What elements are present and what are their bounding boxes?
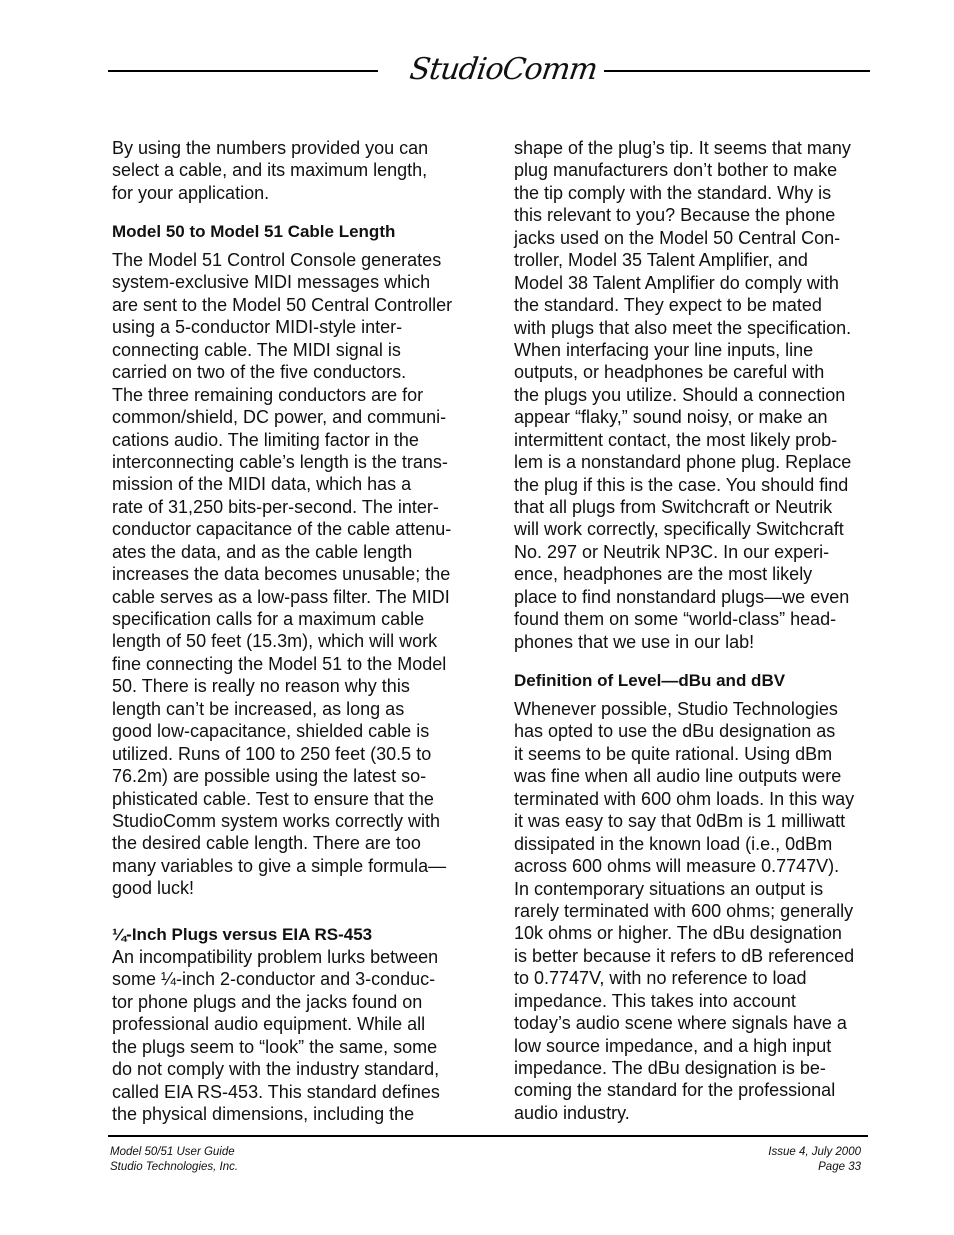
text-line: The Model 51 Control Console generates — [112, 250, 442, 270]
text-line: system-exclusive MIDI messages which — [112, 272, 431, 293]
right-para-2 — [514, 698, 884, 1124]
text-line: the plugs you utilize. Should a connection — [514, 384, 846, 405]
studiocomm-logo: StudioComm — [407, 52, 600, 87]
text-line: In contemporary situations an output is — [514, 878, 824, 899]
right-para-1 — [514, 137, 884, 653]
text-line: ence, headphones are the most likely — [514, 564, 813, 585]
text-line: impedance. This takes into account — [514, 990, 796, 1011]
text-line: audio industry. — [514, 1102, 630, 1123]
text-line: rate of 31,250 bits-per-second. The inter- — [112, 496, 439, 517]
text-line: the standard. They expect to be mated — [514, 295, 822, 316]
text-line: that all plugs from Switchcraft or Neutrik — [514, 497, 833, 517]
footer-guide-title: Model 50/51 User Guide — [110, 1146, 235, 1158]
text-line: interconnecting cable’s length is the trans- — [112, 451, 448, 472]
text-line: ates the data, and as the cable length — [112, 541, 413, 562]
left-para-1 — [112, 137, 482, 204]
text-line: jacks used on the Model 50 Central Con- — [514, 227, 841, 248]
text-line: the desired cable length. There are too — [112, 833, 421, 854]
text-line: plug manufacturers don’t bother to make — [514, 160, 838, 181]
header-rule-left — [108, 70, 378, 72]
text-line: By using the numbers provided you can — [112, 138, 429, 158]
text-line: good low-capacitance, shielded cable is — [112, 721, 430, 742]
text-line: is better because it refers to dB referenced — [514, 945, 855, 966]
footer-rule — [108, 1135, 868, 1137]
text-line: dissipated in the known load (i.e., 0dBm — [514, 833, 833, 854]
text-line: this relevant to you? Because the phone — [514, 205, 836, 226]
footer-left — [110, 1145, 238, 1175]
text-line: outputs, or headphones be careful with — [514, 362, 825, 383]
text-line: called EIA RS-453. This standard defines — [112, 1081, 440, 1102]
text-line: are sent to the Model 50 Central Controller — [112, 294, 453, 315]
text-line: the plug if this is the case. You should find — [514, 474, 849, 495]
text-line: fine connecting the Model 51 to the Model — [112, 653, 447, 674]
text-line: using a 5-conductor MIDI-style inter- — [112, 317, 403, 338]
text-line: do not comply with the industry standard, — [112, 1059, 440, 1080]
text-line: impedance. The dBu designation is be- — [514, 1058, 826, 1078]
footer-right — [768, 1145, 861, 1175]
heading-cable-length: Model 50 to Model 51 Cable Length — [112, 222, 396, 241]
text-line: cations audio. The limiting factor in the — [112, 429, 419, 450]
text-line: coming the standard for the professional — [514, 1080, 836, 1101]
text-line: the plugs seem to “look” the same, some — [112, 1036, 438, 1057]
text-line: 76.2m) are possible using the latest so- — [112, 766, 427, 787]
text-line: the tip comply with the standard. Why is — [514, 182, 832, 203]
text-line: cable serves as a low-pass filter. The MIDI — [112, 586, 450, 607]
text-line: 10k ohms or higher. The dBu designation — [514, 923, 842, 944]
text-line: the physical dimensions, including the — [112, 1104, 415, 1125]
text-line: intermittent contact, the most likely prob- — [514, 429, 838, 450]
text-line: No. 297 or Neutrik NP3C. In our experi- — [514, 541, 830, 562]
text-line: across 600 ohms will measure 0.7747V). — [514, 856, 840, 877]
heading-quarter-inch-plugs: ¼-Inch Plugs versus EIA RS-453 — [112, 925, 373, 944]
text-line: it was easy to say that 0dBm is 1 milliwatt — [514, 811, 846, 832]
text-line: to 0.7747V, with no reference to load — [514, 968, 807, 989]
text-line: will work correctly, specifically Switchcraft — [514, 519, 844, 540]
text-line: found them on some “world-class” head- — [514, 609, 837, 630]
text-line: carried on two of the five conductors. — [112, 362, 407, 383]
text-line: shape of the plug’s tip. It seems that many — [514, 138, 851, 158]
text-line: select a cable, and its maximum length, — [112, 160, 428, 181]
text-line: place to find nonstandard plugs—we even — [514, 586, 850, 607]
text-line: low source impedance, and a high input — [514, 1035, 832, 1056]
text-line: Model 38 Talent Amplifier do comply with — [514, 272, 839, 293]
text-line: mission of the MIDI data, which has a — [112, 474, 412, 495]
heading-definition-of-level: Definition of Level—dBu and dBV — [514, 671, 786, 690]
text-line: The three remaining conductors are for — [112, 384, 424, 405]
text-line: common/shield, DC power, and communi- — [112, 407, 447, 428]
text-line: for your application. — [112, 182, 270, 203]
text-line: conductor capacitance of the cable attenu- — [112, 519, 452, 540]
text-line: StudioComm system works correctly with — [112, 810, 441, 831]
footer-page-number: Page 33 — [818, 1161, 861, 1173]
text-line: today’s audio scene where signals have a — [514, 1013, 847, 1034]
text-line: When interfacing your line inputs, line — [514, 339, 814, 360]
text-line: phones that we use in our lab! — [514, 631, 755, 652]
text-line: with plugs that also meet the specification. — [514, 317, 852, 338]
text-line: terminated with 600 ohm loads. In this way — [514, 788, 855, 809]
text-line: utilized. Runs of 100 to 250 feet (30.5 to — [112, 743, 432, 764]
text-line: Whenever possible, Studio Technologies — [514, 699, 838, 719]
text-line: An incompatibility problem lurks between — [112, 947, 439, 967]
left-para-3 — [112, 946, 482, 1126]
text-line: increases the data becomes unusable; the — [112, 564, 451, 585]
footer-issue: Issue 4, July 2000 — [768, 1146, 861, 1158]
footer-company: Studio Technologies, Inc. — [110, 1161, 239, 1173]
header-rule-right — [604, 70, 870, 72]
text-line: has opted to use the dBu designation as — [514, 721, 836, 742]
text-line: phisticated cable. Test to ensure that the — [112, 788, 434, 809]
text-line: good luck! — [112, 878, 195, 899]
text-line: length of 50 feet (15.3m), which will work — [112, 631, 438, 652]
text-line: rarely terminated with 600 ohms; generally — [514, 900, 854, 921]
text-line: lem is a nonstandard phone plug. Replace — [514, 452, 852, 473]
text-line: connecting cable. The MIDI signal is — [112, 339, 401, 360]
text-line: many variables to give a simple formula— — [112, 855, 447, 876]
text-line: some ¼-inch 2-conductor and 3-conduc- — [112, 969, 436, 990]
left-para-2 — [112, 249, 482, 900]
text-line: specification calls for a maximum cable — [112, 609, 425, 629]
text-line: professional audio equipment. While all — [112, 1014, 426, 1035]
text-line: 50. There is really no reason why this — [112, 676, 410, 697]
text-line: length can’t be increased, as long as — [112, 698, 405, 719]
text-line: it seems to be quite rational. Using dBm — [514, 743, 833, 764]
text-line: was fine when all audio line outputs were — [514, 766, 842, 787]
text-line: troller, Model 35 Talent Amplifier, and — [514, 250, 808, 271]
text-line: appear “flaky,” sound noisy, or make an — [514, 407, 828, 428]
text-line: tor phone plugs and the jacks found on — [112, 991, 423, 1012]
